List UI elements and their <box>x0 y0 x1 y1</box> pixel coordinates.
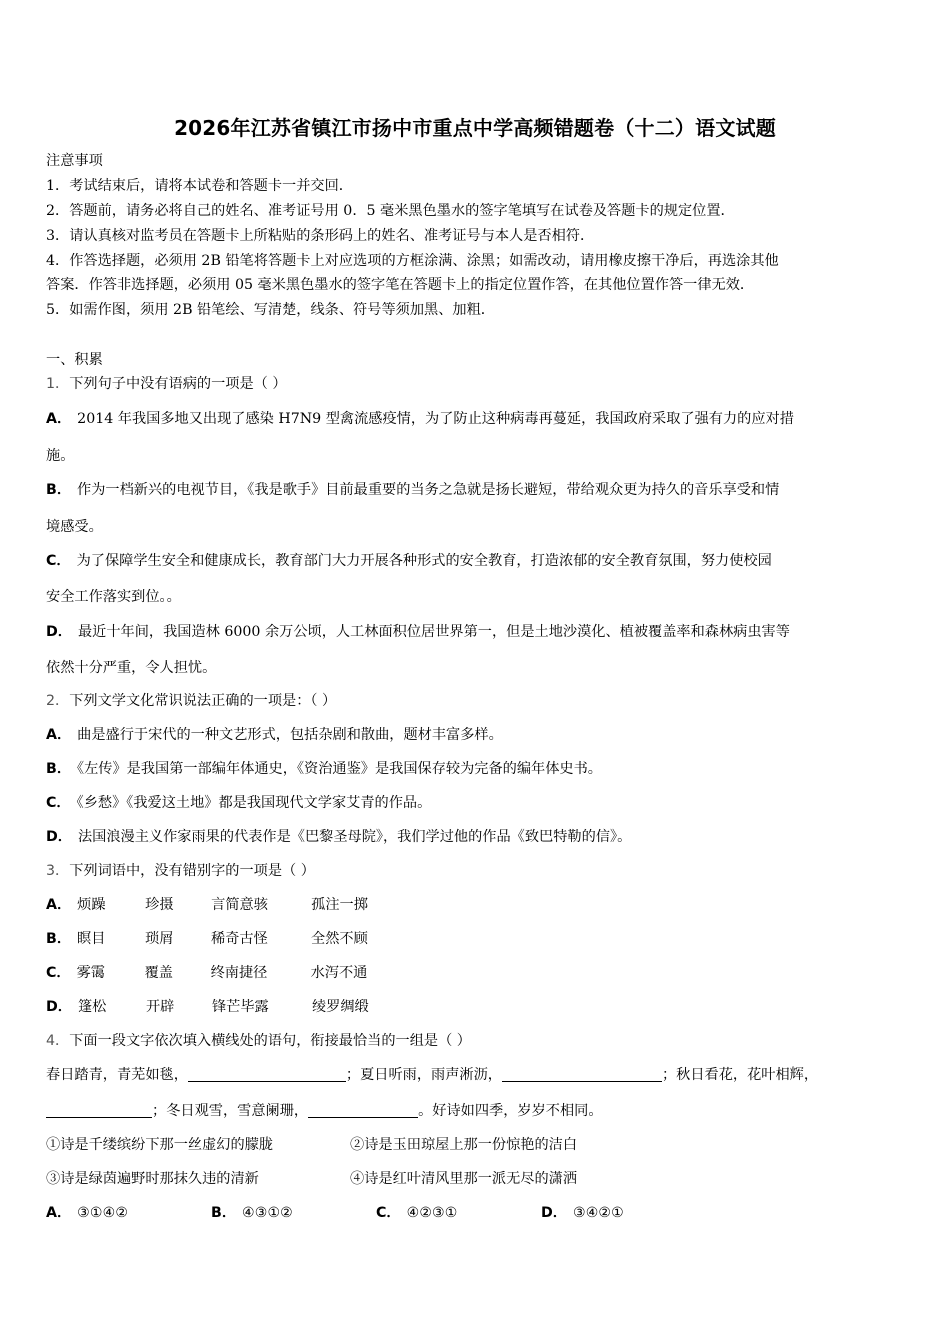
question-text: 下列词语中，没有错别字的一项是（ ） <box>69 863 315 879</box>
word: 孤注一掷 <box>311 897 368 913</box>
question-number: 2． <box>46 693 70 709</box>
option-text: 为了保障学生安全和健康成长，教育部门大力开展各种形式的安全教育，打造浓郁的安全教育氛围，努力使校园 <box>76 553 772 569</box>
question-number: 4． <box>46 1033 70 1049</box>
question-text: 下列文学文化常识说法正确的一项是：（ ） <box>69 693 337 709</box>
q4-passage-line-2 <box>46 1101 910 1121</box>
q2-option-b: B． 《左传》是我国第一部编年体通史，《资治通鉴》是我国保存较为完备的编年体史书。 <box>46 761 602 777</box>
q1-option-a: A． 2014 年我国多地又出现了感染 H7N9 型禽流感疫情，为了防止这种病毒再蔓延，我国政府采取了强有力的应对措 <box>46 411 794 427</box>
q2-option-a: A． 曲是盛行于宋代的一种文艺形式，包括杂剧和散曲，题材丰富多样。 <box>46 727 503 743</box>
word: 稀奇古怪 <box>211 931 268 947</box>
word: 珍摄 <box>145 897 174 913</box>
q4-option-b <box>211 1203 376 1223</box>
q1-option-b: B． 作为一档新兴的电视节目，《我是歌手》目前最重要的当务之急就是扬长避短，带给观众更为持久的音乐享受和情 <box>46 482 780 498</box>
fill-blank-3 <box>46 1101 152 1118</box>
word: 水泻不通 <box>310 965 368 981</box>
section-heading: 一、积累 <box>46 352 103 368</box>
page-title: 2026年江苏省镇江市扬中市重点中学高频错题卷（十二）语文试题 <box>174 116 776 140</box>
word: 雾霭 <box>76 965 105 981</box>
q4-passage-line-1 <box>46 1065 910 1085</box>
word: 琐屑 <box>145 931 174 947</box>
q4-option-d <box>541 1203 624 1223</box>
question-1-stem <box>46 374 910 394</box>
q1-option-c-cont: 安全工作落实到位。。 <box>46 589 181 605</box>
option-text: ③①④② <box>77 1205 129 1221</box>
fill-blank-4 <box>308 1101 418 1118</box>
option-text: 《乡愁》《我爱这土地》都是我国现代文学家艾青的作品。 <box>76 795 432 811</box>
q3-option-a <box>46 895 910 915</box>
notice-item: 2．答题前，请务必将自己的姓名、准考证号用 0．5 毫米黑色墨水的签字笔填写在试卷及答题卡的规定位置． <box>46 203 735 219</box>
q1-option-d: D． 最近十年间，我国造林 6000 余万公顷，人工林面积位居世界第一，但是土地沙漠化、植被覆盖率和森林病虫害等 <box>46 624 790 640</box>
question-text: 下列句子中没有语病的一项是（ ） <box>69 376 287 392</box>
passage-text: ；冬日观雪，雪意阑珊， <box>152 1103 309 1119</box>
q3-option-b <box>46 929 910 949</box>
passage-text: ；秋日看花，花叶相辉， <box>661 1067 819 1083</box>
passage-text: 春日踏青，青芜如毯， <box>46 1067 188 1083</box>
question-2-stem <box>46 691 910 711</box>
question-number: 3． <box>46 863 70 879</box>
option-letter: A． <box>46 897 72 913</box>
q1-option-b-cont: 境感受。 <box>46 519 103 535</box>
q4-option-a <box>46 1203 211 1223</box>
sentence-option: ③诗是绿茵遍野时那抹久违的清新 <box>46 1171 259 1187</box>
option-letter: B． <box>211 1205 237 1221</box>
q4-sentences-row-2 <box>46 1169 910 1189</box>
word: 绫罗绸缎 <box>311 999 369 1015</box>
word: 锋芒毕露 <box>211 999 269 1015</box>
option-letter: D． <box>46 999 72 1015</box>
sentence-option: ④诗是红叶清风里那一派无尽的潇洒 <box>350 1171 578 1187</box>
notice-heading: 注意事项 <box>46 153 103 169</box>
word: 篷松 <box>77 999 107 1015</box>
option-letter: A． <box>46 1205 72 1221</box>
option-letter: B． <box>46 931 72 947</box>
fill-blank-2 <box>502 1065 662 1082</box>
q3-option-d <box>46 997 910 1017</box>
q1-option-a-cont: 施。 <box>46 448 75 464</box>
word: 覆盖 <box>144 965 173 981</box>
passage-text: ；夏日听雨，雨声淅沥， <box>345 1067 502 1083</box>
sentence-option: ②诗是玉田琼屋上那一份惊艳的洁白 <box>350 1137 578 1153</box>
notice-item: 3．请认真核对监考员在答题卡上所粘贴的条形码上的姓名、准考证号与本人是否相符． <box>46 228 595 244</box>
question-4-stem <box>46 1031 910 1051</box>
option-text: ④②③① <box>406 1205 458 1221</box>
option-text: 《左传》是我国第一部编年体通史，《资治通鉴》是我国保存较为完备的编年体史书。 <box>77 761 602 777</box>
option-letter: C． <box>46 965 71 981</box>
word: 言简意骇 <box>211 897 268 913</box>
q4-option-c <box>376 1203 541 1223</box>
word: 终南捷径 <box>210 965 268 981</box>
fill-blank-1 <box>188 1065 346 1082</box>
option-text: 法国浪漫主义作家雨果的代表作是《巴黎圣母院》，我们学过他的作品《致巴特勒的信》。 <box>77 829 632 845</box>
option-letter: C． <box>376 1205 401 1221</box>
option-text: 最近十年间，我国造林 6000 余万公顷，人工林面积位居世界第一，但是土地沙漠化、植被覆盖率和森林病虫害等 <box>77 624 790 640</box>
q2-option-c: C． 《乡愁》《我爱这土地》都是我国现代文学家艾青的作品。 <box>46 795 432 811</box>
word: 全然不顾 <box>311 931 368 947</box>
question-text: 下面一段文字依次填入横线处的语句，衔接最恰当的一组是（ ） <box>69 1033 471 1049</box>
notice-item: 4．作答选择题，必须用 2B 铅笔将答题卡上对应选项的方框涂满、涂黑；如需改动，请用橡皮擦干净后，再选涂其他 <box>46 253 779 269</box>
notice-item: 答案．作答非选择题，必须用 05 毫米黑色墨水的签字笔在答题卡上的指定位置作答，在其他位置作答一律无效． <box>46 277 755 293</box>
option-text: ④③①② <box>242 1205 293 1221</box>
q1-option-c: C． 为了保障学生安全和健康成长，教育部门大力开展各种形式的安全教育，打造浓郁的安全教育氛围，努力使校园 <box>46 553 772 569</box>
option-letter: D． <box>541 1205 567 1221</box>
word: 烦躁 <box>77 897 106 913</box>
q4-sentences-row-1 <box>46 1135 910 1155</box>
notice-item: 1．考试结束后，请将本试卷和答题卡一并交回． <box>46 178 353 194</box>
option-text: 曲是盛行于宋代的一种文艺形式，包括杂剧和散曲，题材丰富多样。 <box>77 727 503 743</box>
q2-option-d: D． 法国浪漫主义作家雨果的代表作是《巴黎圣母院》，我们学过他的作品《致巴特勒的信》。 <box>46 829 632 845</box>
q1-option-d-cont: 依然十分严重，令人担忧。 <box>46 660 217 676</box>
notice-item: 5．如需作图，须用 2B 铅笔绘、写清楚，线条、符号等须加黑、加粗． <box>46 302 495 318</box>
q3-option-c <box>46 963 910 983</box>
option-text: ③④②① <box>572 1205 624 1221</box>
question-number: 1． <box>46 376 70 392</box>
question-3-stem <box>46 861 910 881</box>
q4-options <box>46 1203 910 1223</box>
passage-text: 。好诗如四季，岁岁不相同。 <box>418 1103 603 1119</box>
word: 瞑目 <box>77 931 106 947</box>
option-text: 2014 年我国多地又出现了感染 H7N9 型禽流感疫情，为了防止这种病毒再蔓延，我国政府采取了强有力的应对措 <box>77 411 794 427</box>
option-text: 作为一档新兴的电视节目，《我是歌手》目前最重要的当务之急就是扬长避短，带给观众更为持久的音乐享受和情 <box>77 482 780 498</box>
word: 开辟 <box>145 999 175 1015</box>
sentence-option: ①诗是千缕缤纷下那一丝虚幻的朦胧 <box>46 1137 274 1153</box>
